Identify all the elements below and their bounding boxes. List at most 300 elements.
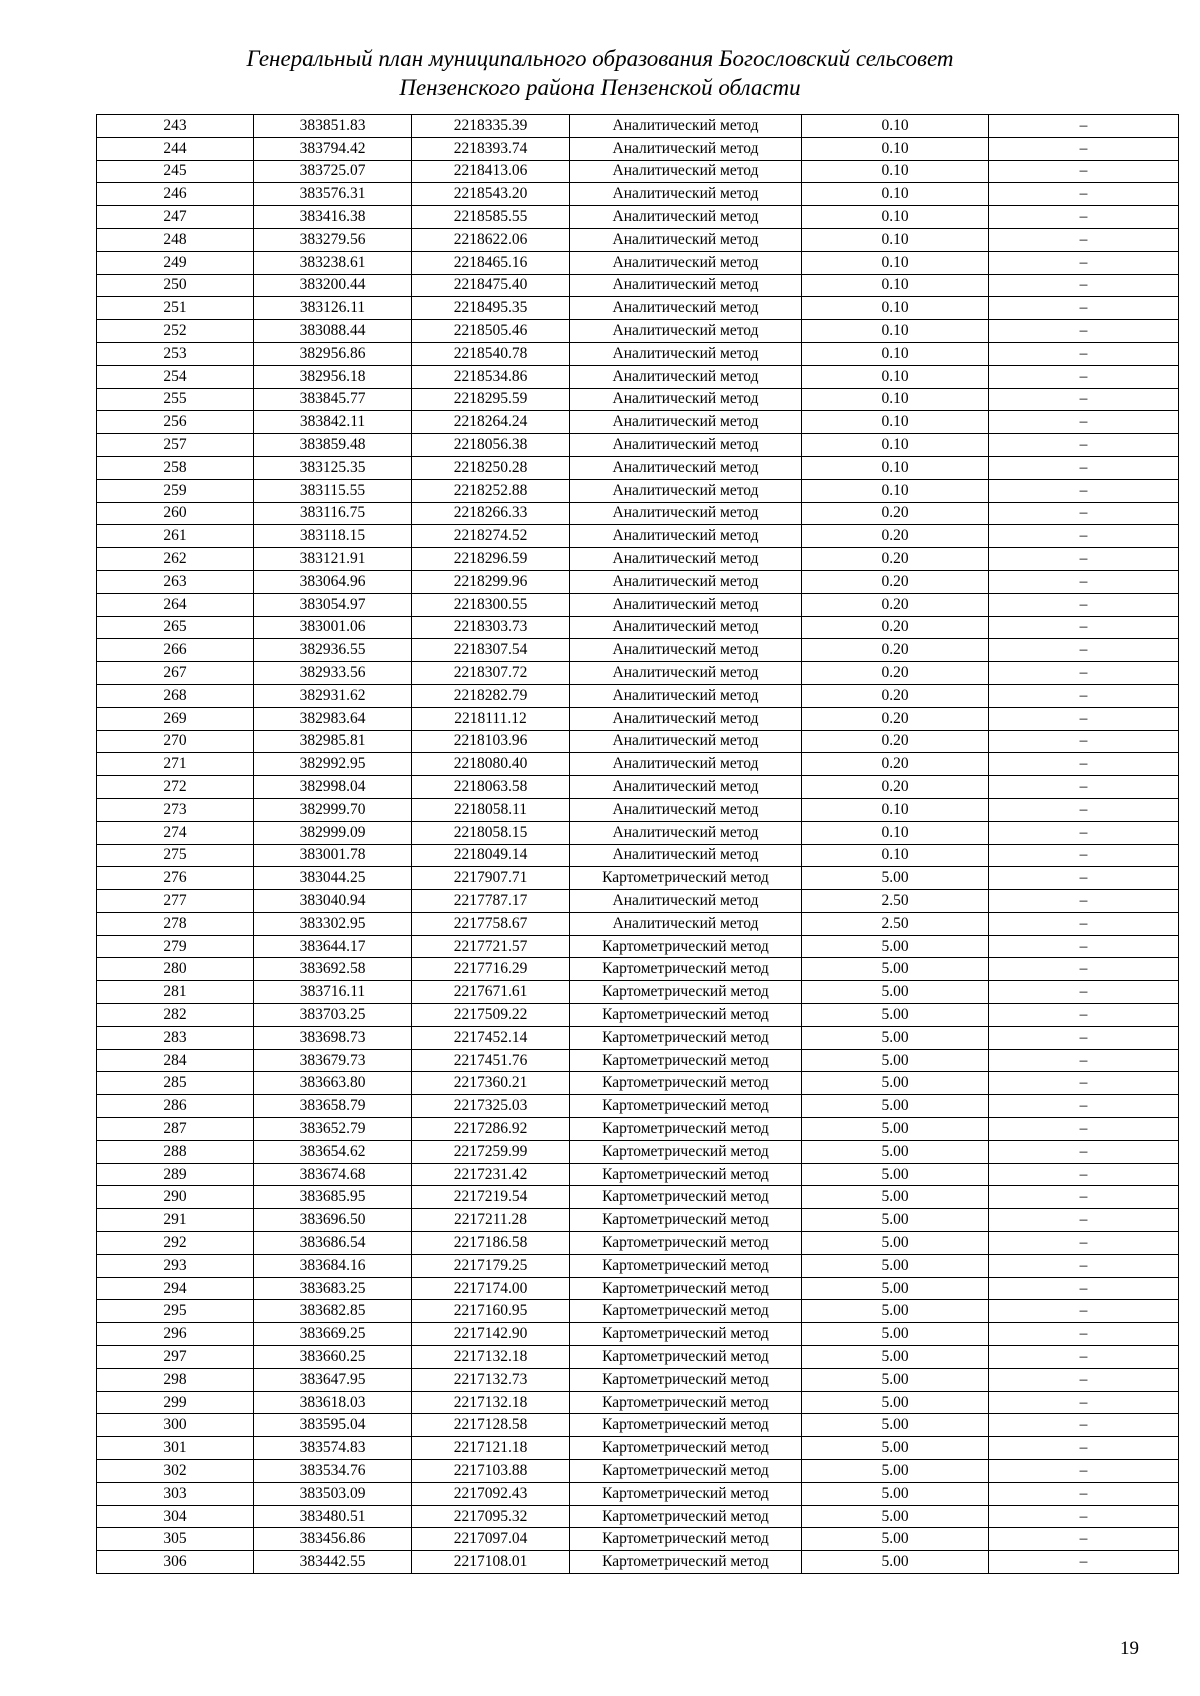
method-cell: Аналитический метод [570,388,802,411]
x-coordinate-cell: 383716.11 [254,981,412,1004]
x-coordinate-cell: 383442.55 [254,1551,412,1574]
note-cell: – [989,616,1179,639]
table-row [97,890,1179,913]
point-number-cell: 286 [97,1095,254,1118]
x-coordinate-cell: 383118.15 [254,525,412,548]
method-cell: Аналитический метод [570,411,802,434]
note-cell: – [989,1026,1179,1049]
method-cell: Аналитический метод [570,251,802,274]
accuracy-cell: 0.10 [802,365,989,388]
point-number-cell: 288 [97,1140,254,1163]
point-number-cell: 290 [97,1186,254,1209]
note-cell: – [989,1049,1179,1072]
method-cell: Картометрический метод [570,1460,802,1483]
y-coordinate-cell: 2218274.52 [412,525,570,548]
table-row [97,798,1179,821]
y-coordinate-cell: 2218475.40 [412,274,570,297]
point-number-cell: 282 [97,1004,254,1027]
x-coordinate-cell: 383682.85 [254,1300,412,1323]
accuracy-cell: 5.00 [802,1140,989,1163]
x-coordinate-cell: 383794.42 [254,137,412,160]
point-number-cell: 296 [97,1323,254,1346]
note-cell: – [989,1346,1179,1369]
method-cell: Аналитический метод [570,776,802,799]
y-coordinate-cell: 2217132.18 [412,1391,570,1414]
x-coordinate-cell: 382983.64 [254,707,412,730]
point-number-cell: 252 [97,320,254,343]
table-row [97,1414,1179,1437]
accuracy-cell: 0.10 [802,411,989,434]
method-cell: Аналитический метод [570,821,802,844]
y-coordinate-cell: 2218307.72 [412,662,570,685]
method-cell: Аналитический метод [570,183,802,206]
table-row [97,707,1179,730]
method-cell: Аналитический метод [570,798,802,821]
x-coordinate-cell: 383480.51 [254,1505,412,1528]
table-row [97,342,1179,365]
table-row [97,1277,1179,1300]
method-cell: Аналитический метод [570,137,802,160]
x-coordinate-cell: 383576.31 [254,183,412,206]
table-row [97,479,1179,502]
table-row [97,115,1179,138]
x-coordinate-cell: 383054.97 [254,593,412,616]
y-coordinate-cell: 2218264.24 [412,411,570,434]
point-number-cell: 305 [97,1528,254,1551]
x-coordinate-cell: 383125.35 [254,456,412,479]
table-row [97,776,1179,799]
method-cell: Аналитический метод [570,274,802,297]
x-coordinate-cell: 383698.73 [254,1026,412,1049]
point-number-cell: 292 [97,1232,254,1255]
point-number-cell: 300 [97,1414,254,1437]
x-coordinate-cell: 382998.04 [254,776,412,799]
method-cell: Аналитический метод [570,662,802,685]
accuracy-cell: 0.10 [802,206,989,229]
x-coordinate-cell: 383044.25 [254,867,412,890]
point-number-cell: 279 [97,935,254,958]
table-row [97,844,1179,867]
point-number-cell: 280 [97,958,254,981]
point-number-cell: 287 [97,1118,254,1141]
table-row [97,1437,1179,1460]
note-cell: – [989,753,1179,776]
y-coordinate-cell: 2217671.61 [412,981,570,1004]
y-coordinate-cell: 2218252.88 [412,479,570,502]
note-cell: – [989,456,1179,479]
method-cell: Аналитический метод [570,616,802,639]
point-number-cell: 259 [97,479,254,502]
table-row [97,639,1179,662]
x-coordinate-cell: 382933.56 [254,662,412,685]
accuracy-cell: 5.00 [802,1277,989,1300]
table-row [97,730,1179,753]
note-cell: – [989,1277,1179,1300]
point-number-cell: 256 [97,411,254,434]
point-number-cell: 248 [97,228,254,251]
point-number-cell: 261 [97,525,254,548]
method-cell: Картометрический метод [570,1186,802,1209]
note-cell: – [989,1209,1179,1232]
x-coordinate-cell: 383845.77 [254,388,412,411]
accuracy-cell: 0.10 [802,342,989,365]
y-coordinate-cell: 2217219.54 [412,1186,570,1209]
accuracy-cell: 5.00 [802,1232,989,1255]
accuracy-cell: 5.00 [802,1163,989,1186]
table-row [97,1140,1179,1163]
y-coordinate-cell: 2217121.18 [412,1437,570,1460]
note-cell: – [989,274,1179,297]
method-cell: Картометрический метод [570,1140,802,1163]
x-coordinate-cell: 383674.68 [254,1163,412,1186]
accuracy-cell: 0.20 [802,707,989,730]
y-coordinate-cell: 2217108.01 [412,1551,570,1574]
table-row [97,684,1179,707]
method-cell: Аналитический метод [570,342,802,365]
table-row [97,297,1179,320]
table-row [97,1391,1179,1414]
y-coordinate-cell: 2217360.21 [412,1072,570,1095]
accuracy-cell: 5.00 [802,1209,989,1232]
table-row [97,1118,1179,1141]
note-cell: – [989,1551,1179,1574]
accuracy-cell: 5.00 [802,1551,989,1574]
method-cell: Аналитический метод [570,548,802,571]
x-coordinate-cell: 383658.79 [254,1095,412,1118]
accuracy-cell: 0.10 [802,798,989,821]
table-row [97,958,1179,981]
note-cell: – [989,1323,1179,1346]
table-row [97,1528,1179,1551]
x-coordinate-cell: 383669.25 [254,1323,412,1346]
x-coordinate-cell: 383064.96 [254,570,412,593]
note-cell: – [989,1072,1179,1095]
x-coordinate-cell: 383116.75 [254,502,412,525]
x-coordinate-cell: 382999.09 [254,821,412,844]
method-cell: Картометрический метод [570,1391,802,1414]
table-row [97,593,1179,616]
x-coordinate-cell: 383683.25 [254,1277,412,1300]
accuracy-cell: 2.50 [802,890,989,913]
note-cell: – [989,570,1179,593]
accuracy-cell: 0.20 [802,684,989,707]
point-number-cell: 267 [97,662,254,685]
note-cell: – [989,1118,1179,1141]
method-cell: Картометрический метод [570,1300,802,1323]
accuracy-cell: 5.00 [802,1026,989,1049]
x-coordinate-cell: 383302.95 [254,912,412,935]
method-cell: Картометрический метод [570,1505,802,1528]
y-coordinate-cell: 2218413.06 [412,160,570,183]
accuracy-cell: 0.20 [802,593,989,616]
point-number-cell: 260 [97,502,254,525]
accuracy-cell: 5.00 [802,981,989,1004]
table-row [97,1323,1179,1346]
point-number-cell: 306 [97,1551,254,1574]
point-number-cell: 271 [97,753,254,776]
note-cell: – [989,1095,1179,1118]
note-cell: – [989,798,1179,821]
accuracy-cell: 5.00 [802,1437,989,1460]
point-number-cell: 297 [97,1346,254,1369]
y-coordinate-cell: 2218080.40 [412,753,570,776]
accuracy-cell: 2.50 [802,912,989,935]
method-cell: Картометрический метод [570,1026,802,1049]
note-cell: – [989,958,1179,981]
accuracy-cell: 5.00 [802,1528,989,1551]
method-cell: Аналитический метод [570,160,802,183]
accuracy-cell: 5.00 [802,958,989,981]
accuracy-cell: 0.20 [802,570,989,593]
table-row [97,753,1179,776]
point-number-cell: 302 [97,1460,254,1483]
table-row [97,411,1179,434]
x-coordinate-cell: 382999.70 [254,798,412,821]
note-cell: – [989,1391,1179,1414]
note-cell: – [989,548,1179,571]
x-coordinate-cell: 383842.11 [254,411,412,434]
y-coordinate-cell: 2218250.28 [412,456,570,479]
accuracy-cell: 0.20 [802,662,989,685]
y-coordinate-cell: 2217128.58 [412,1414,570,1437]
y-coordinate-cell: 2218058.15 [412,821,570,844]
accuracy-cell: 0.20 [802,616,989,639]
x-coordinate-cell: 383279.56 [254,228,412,251]
note-cell: – [989,844,1179,867]
note-cell: – [989,479,1179,502]
table-row [97,1163,1179,1186]
accuracy-cell: 5.00 [802,935,989,958]
note-cell: – [989,1528,1179,1551]
method-cell: Аналитический метод [570,707,802,730]
method-cell: Картометрический метод [570,1049,802,1072]
x-coordinate-cell: 383679.73 [254,1049,412,1072]
x-coordinate-cell: 383200.44 [254,274,412,297]
point-number-cell: 274 [97,821,254,844]
y-coordinate-cell: 2217907.71 [412,867,570,890]
x-coordinate-cell: 383696.50 [254,1209,412,1232]
accuracy-cell: 5.00 [802,1072,989,1095]
y-coordinate-cell: 2217259.99 [412,1140,570,1163]
y-coordinate-cell: 2217787.17 [412,890,570,913]
point-number-cell: 251 [97,297,254,320]
y-coordinate-cell: 2217095.32 [412,1505,570,1528]
method-cell: Картометрический метод [570,1277,802,1300]
x-coordinate-cell: 383654.62 [254,1140,412,1163]
accuracy-cell: 0.10 [802,251,989,274]
note-cell: – [989,1140,1179,1163]
table-row [97,320,1179,343]
point-number-cell: 249 [97,251,254,274]
point-number-cell: 269 [97,707,254,730]
x-coordinate-cell: 383859.48 [254,434,412,457]
point-number-cell: 295 [97,1300,254,1323]
table-row [97,274,1179,297]
point-number-cell: 294 [97,1277,254,1300]
table-row [97,570,1179,593]
point-number-cell: 301 [97,1437,254,1460]
method-cell: Аналитический метод [570,115,802,138]
table-row [97,912,1179,935]
accuracy-cell: 0.10 [802,274,989,297]
point-number-cell: 285 [97,1072,254,1095]
point-number-cell: 277 [97,890,254,913]
note-cell: – [989,411,1179,434]
table-row [97,1254,1179,1277]
accuracy-cell: 0.20 [802,639,989,662]
accuracy-cell: 0.10 [802,160,989,183]
method-cell: Аналитический метод [570,365,802,388]
method-cell: Аналитический метод [570,479,802,502]
point-number-cell: 276 [97,867,254,890]
y-coordinate-cell: 2217286.92 [412,1118,570,1141]
y-coordinate-cell: 2218300.55 [412,593,570,616]
accuracy-cell: 0.10 [802,479,989,502]
y-coordinate-cell: 2218266.33 [412,502,570,525]
note-cell: – [989,320,1179,343]
point-number-cell: 278 [97,912,254,935]
accuracy-cell: 0.20 [802,730,989,753]
note-cell: – [989,115,1179,138]
method-cell: Аналитический метод [570,456,802,479]
table-row [97,821,1179,844]
accuracy-cell: 0.20 [802,525,989,548]
note-cell: – [989,1437,1179,1460]
table-row [97,1460,1179,1483]
note-cell: – [989,867,1179,890]
table-row [97,1095,1179,1118]
point-number-cell: 270 [97,730,254,753]
note-cell: – [989,434,1179,457]
y-coordinate-cell: 2217132.73 [412,1368,570,1391]
method-cell: Картометрический метод [570,1095,802,1118]
point-number-cell: 298 [97,1368,254,1391]
method-cell: Аналитический метод [570,639,802,662]
x-coordinate-cell: 383692.58 [254,958,412,981]
method-cell: Картометрический метод [570,1163,802,1186]
accuracy-cell: 5.00 [802,1391,989,1414]
method-cell: Картометрический метод [570,958,802,981]
y-coordinate-cell: 2218307.54 [412,639,570,662]
y-coordinate-cell: 2217174.00 [412,1277,570,1300]
method-cell: Аналитический метод [570,502,802,525]
method-cell: Аналитический метод [570,434,802,457]
y-coordinate-cell: 2217179.25 [412,1254,570,1277]
y-coordinate-cell: 2217758.67 [412,912,570,935]
accuracy-cell: 0.10 [802,456,989,479]
y-coordinate-cell: 2217721.57 [412,935,570,958]
note-cell: – [989,662,1179,685]
method-cell: Картометрический метод [570,1004,802,1027]
x-coordinate-cell: 382956.86 [254,342,412,365]
point-number-cell: 268 [97,684,254,707]
page-number: 19 [1120,1638,1139,1659]
accuracy-cell: 5.00 [802,1505,989,1528]
table-row [97,1232,1179,1255]
x-coordinate-cell: 383574.83 [254,1437,412,1460]
method-cell: Картометрический метод [570,981,802,1004]
point-number-cell: 245 [97,160,254,183]
y-coordinate-cell: 2217509.22 [412,1004,570,1027]
point-number-cell: 284 [97,1049,254,1072]
coordinates-table-body [97,115,1179,1574]
note-cell: – [989,1254,1179,1277]
note-cell: – [989,525,1179,548]
x-coordinate-cell: 383851.83 [254,115,412,138]
note-cell: – [989,365,1179,388]
table-row [97,183,1179,206]
point-number-cell: 250 [97,274,254,297]
x-coordinate-cell: 383040.94 [254,890,412,913]
method-cell: Картометрический метод [570,1551,802,1574]
note-cell: – [989,1482,1179,1505]
note-cell: – [989,1460,1179,1483]
x-coordinate-cell: 382931.62 [254,684,412,707]
y-coordinate-cell: 2217092.43 [412,1482,570,1505]
method-cell: Аналитический метод [570,684,802,707]
note-cell: – [989,981,1179,1004]
method-cell: Аналитический метод [570,320,802,343]
table-row [97,867,1179,890]
table-row [97,1368,1179,1391]
table-row [97,1049,1179,1072]
point-number-cell: 289 [97,1163,254,1186]
accuracy-cell: 0.10 [802,183,989,206]
point-number-cell: 283 [97,1026,254,1049]
point-number-cell: 262 [97,548,254,571]
method-cell: Картометрический метод [570,1072,802,1095]
x-coordinate-cell: 383647.95 [254,1368,412,1391]
y-coordinate-cell: 2217142.90 [412,1323,570,1346]
x-coordinate-cell: 383121.91 [254,548,412,571]
note-cell: – [989,228,1179,251]
accuracy-cell: 5.00 [802,1482,989,1505]
accuracy-cell: 5.00 [802,1414,989,1437]
table-row [97,137,1179,160]
table-row [97,160,1179,183]
accuracy-cell: 0.10 [802,434,989,457]
table-row [97,1186,1179,1209]
method-cell: Картометрический метод [570,1368,802,1391]
method-cell: Аналитический метод [570,890,802,913]
y-coordinate-cell: 2218058.11 [412,798,570,821]
note-cell: – [989,935,1179,958]
accuracy-cell: 5.00 [802,1300,989,1323]
method-cell: Картометрический метод [570,1232,802,1255]
y-coordinate-cell: 2218335.39 [412,115,570,138]
method-cell: Аналитический метод [570,912,802,935]
x-coordinate-cell: 382956.18 [254,365,412,388]
note-cell: – [989,1004,1179,1027]
table-row [97,206,1179,229]
point-number-cell: 291 [97,1209,254,1232]
method-cell: Картометрический метод [570,1482,802,1505]
y-coordinate-cell: 2218465.16 [412,251,570,274]
x-coordinate-cell: 383534.76 [254,1460,412,1483]
x-coordinate-cell: 383652.79 [254,1118,412,1141]
accuracy-cell: 5.00 [802,1346,989,1369]
accuracy-cell: 5.00 [802,1323,989,1346]
method-cell: Аналитический метод [570,593,802,616]
point-number-cell: 257 [97,434,254,457]
y-coordinate-cell: 2217451.76 [412,1049,570,1072]
x-coordinate-cell: 383001.06 [254,616,412,639]
y-coordinate-cell: 2218111.12 [412,707,570,730]
method-cell: Аналитический метод [570,228,802,251]
note-cell: – [989,1505,1179,1528]
method-cell: Картометрический метод [570,867,802,890]
y-coordinate-cell: 2217325.03 [412,1095,570,1118]
